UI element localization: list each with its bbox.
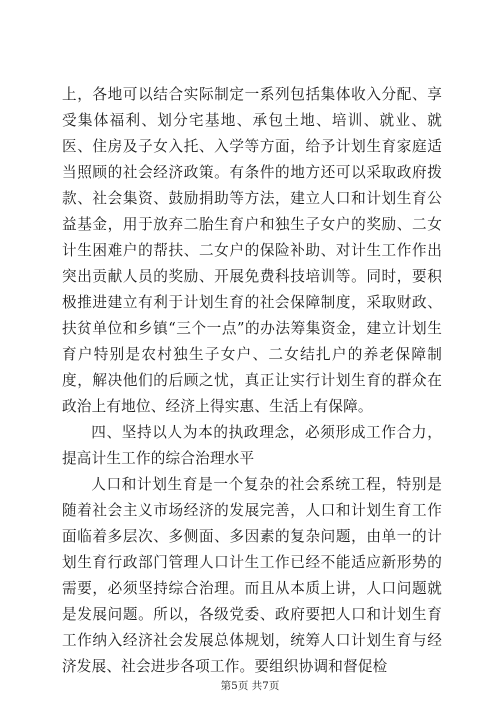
section-heading: 四、坚持以人为本的执政理念，必须形成工作合力，提高计生工作的综合治理水平 (62, 424, 442, 467)
page-number-footer: 第5页 共7页 (220, 680, 280, 692)
paragraph: 人口和计划生育是一个复杂的社会系统工程，特别是随着社会主义市场经济的发展完善，人口和计划生育工作面临着多层次、多侧面、多因素的复杂问题，由单一的计划生育行政部门管理人口计生工作已经不能适应新形势的需要，必须坚持综合治理。而且从本质上讲，人口问题就是发展问题。所以，各级党委、政府要把人口和计划生育工作纳入经济社会发展总体规划，统筹人口计划生育与经济发展、社会进步各项工作。要组织协调和督促检 (62, 476, 442, 675)
paragraph-continued: 上，各地可以结合实际制定一系列包括集体收入分配、享受集体福利、划分宅基地、承包土地、培训、就业、就医、住房及子女入托、入学等方面，给予计划生育家庭适当照顾的社会经济政策。有条件的地方还可以采取政府拨款、社会集资、鼓励捐助等方法，建立人口和计划生育公益基金，用于放弃二胎生育户和独生子女户的奖励、二女计生困难户的帮扶、二女户的保险补助、对计生工作作出突出贡献人员的奖励、开展免费科技培训等。同时，要积极推进建立有利于计划生育的社会保障制度，采取财政、扶贫单位和乡镇“三个一点”的办法筹集资金，建立计划生育户特别是农村独生子女户、二女结扎户的养老保障制度，解决他们的后顾之忧，真正让实行计划生育的群众在政治上有地位、经济上得实惠、生活上有保障。 (62, 86, 442, 415)
document-body (62, 82, 442, 680)
